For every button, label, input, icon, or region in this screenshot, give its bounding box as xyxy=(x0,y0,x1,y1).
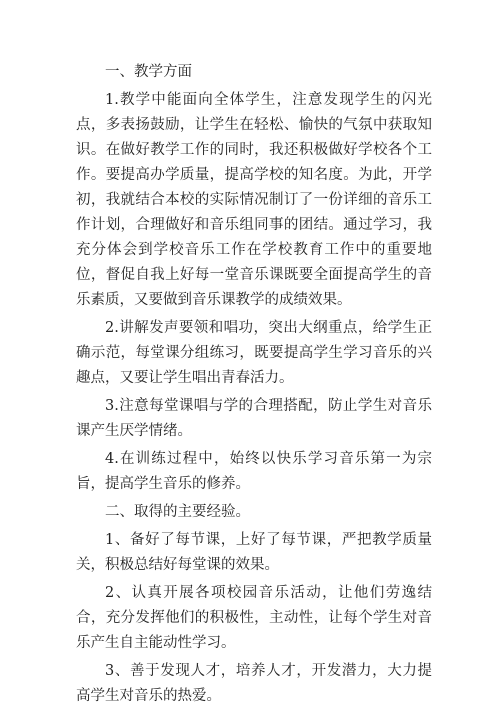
paragraph-experience-1: 1、备好了每节课，上好了每节课，严把教学质量关，积极总结好每堂课的效果。 xyxy=(76,532,432,573)
paragraph-item-4: 4.在训练过程中，始终以快乐学习音乐第一为宗旨，提高学生音乐的修养。 xyxy=(76,451,432,492)
paragraph-item-3: 3.注意每堂课唱与学的合理搭配，防止学生对音乐课产生厌学情绪。 xyxy=(76,398,432,439)
section-heading-teaching: 一、教学方面 xyxy=(105,64,192,80)
paragraph-item-1: 1.教学中能面向全体学生，注意发现学生的闪光点，多表扬鼓励，让学生在轻松、愉快的气氛中获取知识。在做好教学工作的同时，我还积极做好学校各个工作。要提高办学质量，提高学校的知名度。为此，开学初，我就结合本校的实际情况制订了一份详细的音乐工作计划，合理做好和音乐组同事的团结。通过学习，我充分体会到学校音乐工作在学校教育工作中的重要地位，督促自我上好每一堂音乐课既要全面提高学生的音乐素质，又要做到音乐课教学的成绩效果。 xyxy=(76,92,432,308)
section-heading-experience: 二、取得的主要经验。 xyxy=(105,504,250,520)
paragraph-experience-3: 3、善于发现人才，培养人才，开发潜力，大力提高学生对音乐的热爱。 xyxy=(76,663,432,704)
document-body xyxy=(76,60,432,712)
paragraph-experience-2: 2、认真开展各项校园音乐活动，让他们劳逸结合，充分发挥他们的积极性，主动性，让每个学生对音乐产生自主能动性学习。 xyxy=(76,585,432,651)
paragraph-item-2: 2.讲解发声要领和唱功，突出大纲重点，给学生正确示范，每堂课分组练习，既要提高学生学习音乐的兴趣点，又要让学生唱出青春活力。 xyxy=(76,320,432,386)
